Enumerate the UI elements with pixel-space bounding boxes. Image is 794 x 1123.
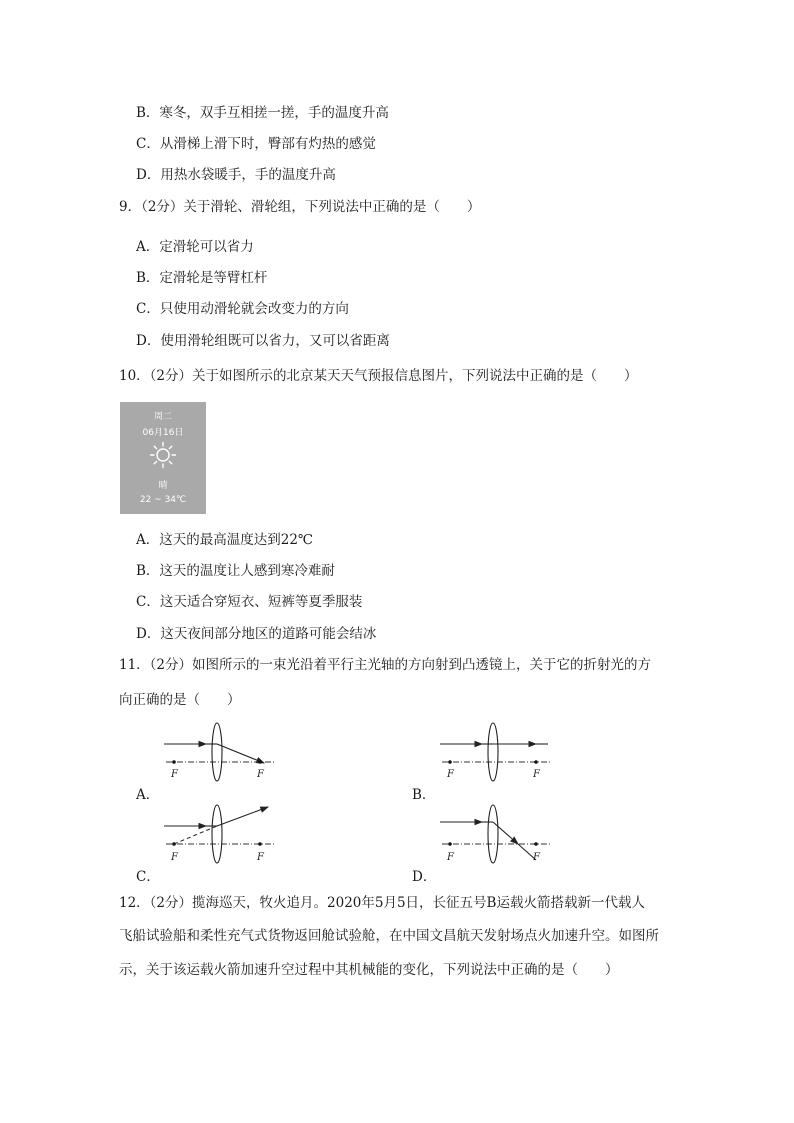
focus-label-right: F bbox=[533, 769, 540, 780]
q9-stem: 9．（2分）关于滑轮、滑轮组，下列说法中正确的是（ ） bbox=[119, 199, 481, 215]
q11-option-c-label: C． bbox=[136, 869, 160, 885]
weather-condition: 晴 bbox=[158, 481, 168, 491]
sun-icon bbox=[149, 441, 177, 469]
q11-option-d-label: D． bbox=[412, 869, 437, 885]
q10-stem: 10．（2分）关于如图所示的北京某天天气预报信息图片，下列说法中正确的是（ ） bbox=[119, 368, 638, 384]
q9-option-b: B．定滑轮是等臂杠杆 bbox=[136, 270, 268, 286]
q11-option-a-label: A． bbox=[136, 787, 160, 803]
focus-label-left: F bbox=[447, 769, 454, 780]
focus-label-left: F bbox=[171, 769, 178, 780]
focus-label-left: F bbox=[447, 852, 454, 863]
q12-line1: 12．（2分）揽海巡天，牧火追月。2020年5月5日，长征五号B运载火箭搭载新一代载人 bbox=[119, 895, 645, 911]
weather-date: 06月16日 bbox=[142, 428, 184, 438]
q11-option-b-label: B． bbox=[412, 787, 436, 803]
q11-stem-line2: 向正确的是（ ） bbox=[119, 692, 241, 708]
q9-option-a: A．定滑轮可以省力 bbox=[136, 239, 254, 255]
weather-temperature: 22 ~ 34℃ bbox=[139, 495, 187, 505]
focus-label-right: F bbox=[257, 852, 264, 863]
q10-option-d: D．这天夜间部分地区的道路可能会结冰 bbox=[136, 626, 377, 642]
lens-diagram-d bbox=[436, 802, 556, 866]
focus-label-right: F bbox=[533, 852, 540, 863]
q12-line3: 示，关于该运载火箭加速升空过程中其机械能的变化，下列说法中正确的是（ ） bbox=[119, 962, 619, 978]
lens-diagram-b bbox=[436, 722, 556, 784]
q9-option-d: D．使用滑轮组既可以省力，又可以省距离 bbox=[136, 333, 390, 349]
q8-option-b: B．寒冬，双手互相搓一搓，手的温度升高 bbox=[136, 105, 389, 121]
q11-stem-line1: 11．（2分）如图所示的一束光沿着平行主光轴的方向射到凸透镜上，关于它的折射光的方 bbox=[119, 657, 652, 673]
q9-option-c: C．只使用动滑轮就会改变力的方向 bbox=[136, 301, 349, 317]
q12-line2: 飞船试验船和柔性充气式货物返回舱试验舱，在中国文昌航天发射场点火加速升空。如图所 bbox=[119, 928, 659, 944]
lens-diagram-c bbox=[160, 802, 280, 866]
q10-option-a: A．这天的最高温度达到22℃ bbox=[136, 532, 314, 548]
weather-forecast-card bbox=[120, 402, 206, 514]
q8-option-d: D．用热水袋暖手，手的温度升高 bbox=[136, 167, 336, 183]
focus-label-left: F bbox=[171, 852, 178, 863]
q10-option-c: C．这天适合穿短衣、短裤等夏季服装 bbox=[136, 594, 363, 610]
q10-option-b: B．这天的温度让人感到寒冷难耐 bbox=[136, 563, 335, 579]
focus-label-right: F bbox=[257, 769, 264, 780]
weather-day: 周二 bbox=[153, 412, 172, 422]
lens-diagram-a bbox=[160, 722, 280, 784]
q8-option-c: C．从滑梯上滑下时，臀部有灼热的感觉 bbox=[136, 136, 376, 152]
